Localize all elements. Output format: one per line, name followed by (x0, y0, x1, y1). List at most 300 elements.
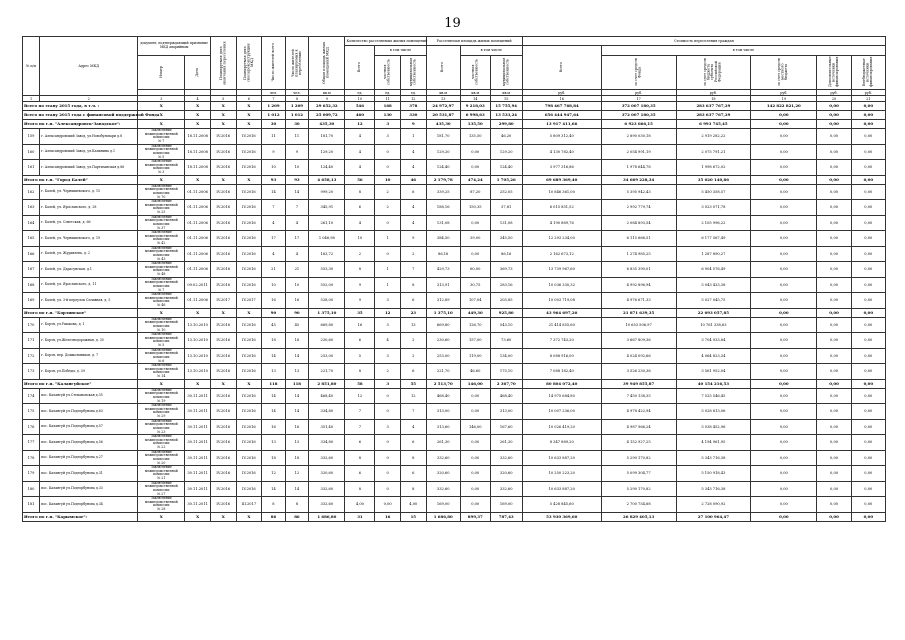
row-planned-date: IV.2016 (210, 317, 236, 333)
row-value: 3 (375, 293, 401, 309)
row-marker: X (210, 308, 236, 317)
row-value: 0,00 (851, 184, 885, 200)
row-value: 1 (400, 129, 426, 145)
row-value: 1 012 (285, 111, 308, 120)
table-row (23, 262, 886, 278)
row-doc-date: 18.11.2008 (185, 144, 211, 160)
row-value: 2 (375, 200, 401, 216)
row-value: 124,40 (426, 160, 460, 176)
row-value: 14 (285, 388, 308, 404)
row-value: 0,00 (817, 120, 851, 129)
row-value: 656 444 947,64 (522, 111, 601, 120)
row-value: 12 (262, 466, 285, 482)
hdr-num: № п/п (23, 37, 40, 96)
row-address: г. Александровский Завод, ул.Партизанская д.86 (40, 160, 138, 176)
row-value: 10 250 223,20 (522, 466, 601, 482)
row-number: 161 (23, 160, 40, 176)
row-value: 3 (375, 419, 401, 435)
row-planned-date: IV.2016 (210, 160, 236, 176)
row-planned-date: IV.2016 (210, 466, 236, 482)
row-value: 669,80 (309, 317, 345, 333)
row-value: 1 978 644,78 (601, 160, 676, 176)
row-address: пос. Калангуй ул.Подгорбунова д.27 (40, 450, 138, 466)
row-marker: X (236, 379, 262, 388)
doc-type: Заключение межведомственной комиссии (144, 363, 178, 375)
row-value: 93 (262, 175, 285, 184)
hdr-cost-region: за счет средств бюджета субъекта Российской Федерации (703, 58, 722, 86)
doc-type: Заключение межведомственной комиссии (144, 480, 178, 492)
row-value: 1 375,10 (309, 308, 345, 317)
row-value: 474,24 (460, 175, 490, 184)
row-marker: X (185, 102, 211, 111)
row-planned-date: IV.2016 (210, 333, 236, 349)
row-value: 0,00 (751, 111, 817, 120)
row-value: 332,60 (309, 497, 345, 513)
row-value: 9 (262, 144, 285, 160)
row-value: 4 152 927,25 (601, 435, 676, 451)
row-value: 86,16 (490, 246, 522, 262)
row-value: 2 851,80 (309, 379, 345, 388)
row-value: 10 (375, 175, 401, 184)
row-number: 170 (23, 317, 40, 333)
row-value: 0,00 (751, 419, 817, 435)
row-address: г. Балей, ул. Ярославского, д. 11 (40, 277, 138, 293)
row-value: 0,00 (851, 293, 885, 309)
row-value: 46,60 (460, 364, 490, 380)
row-value: 86,16 (426, 246, 460, 262)
row-value: 93 (285, 175, 308, 184)
row-value: 118 (285, 379, 308, 388)
row-value: 0,00 (851, 231, 885, 247)
row-value: 39 949 855,87 (601, 379, 676, 388)
table-row (23, 231, 886, 247)
row-value: 5 027 045,75 (676, 293, 751, 309)
doc-number: № 20 (157, 460, 166, 465)
row-value: 1 209 (285, 102, 308, 111)
row-value: 11 (285, 129, 308, 145)
table-row (23, 144, 886, 160)
row-value: 546 (345, 102, 375, 111)
row-value: 7 (262, 200, 285, 216)
row-value: 2 513,70 (426, 379, 460, 388)
row-value: 3 (375, 317, 401, 333)
row-value: 7 (345, 419, 375, 435)
row-value: 312,89 (426, 293, 460, 309)
doc-number: № 21 (157, 476, 166, 481)
row-value: 1 998 672,02 (676, 160, 751, 176)
row-value: 3 (375, 129, 401, 145)
table-row (23, 419, 886, 435)
row-number: 173 (23, 364, 40, 380)
row-value: 2 105 996,22 (676, 215, 751, 231)
row-value: 1 209 (262, 102, 285, 111)
row-number: 175 (23, 404, 40, 420)
row-number: 180 (23, 481, 40, 497)
row-value: 16 (345, 317, 375, 333)
row-value: 13 (285, 435, 308, 451)
row-value: 0,00 (751, 333, 817, 349)
row-label: Итого по г.п. "Александровск-Заводское": (23, 120, 138, 129)
row-value: 90 (262, 308, 285, 317)
row-value: 9 (345, 293, 375, 309)
row-value: 0 (375, 450, 401, 466)
row-address: г. Борзя, пер. Дошкольников, д. 7 (40, 348, 138, 364)
doc-number: № 14 (157, 374, 166, 379)
row-value: 5 343 716,38 (676, 450, 751, 466)
row-value: 0,00 (851, 317, 885, 333)
column-index: 21 (851, 96, 885, 102)
row-value: 14 (285, 481, 308, 497)
row-value: 6 (345, 333, 375, 349)
row-doc-number (138, 215, 185, 231)
row-label: Итого по г.п. "Город Балей" (23, 175, 138, 184)
row-doc-date: 01.11.2006 (185, 231, 211, 247)
row-value: 86 (262, 512, 285, 521)
row-value: 429,73 (426, 262, 460, 278)
row-value: 0,00 (851, 364, 885, 380)
row-planned-date: IV.2016 (210, 215, 236, 231)
row-value: 345,91 (309, 200, 345, 216)
row-value: 5 809 312,40 (522, 129, 601, 145)
row-value: 2 (400, 348, 426, 364)
table-row (23, 435, 886, 451)
row-value: 9 (285, 144, 308, 160)
table-row (23, 293, 886, 309)
unit-unit: ед. (375, 90, 401, 96)
doc-number: № 25 (157, 210, 166, 215)
row-value: 0,00 (817, 404, 851, 420)
row-value: 2 700 754,68 (601, 497, 676, 513)
row-value: 10 633 887,20 (522, 481, 601, 497)
row-value: 1 375,10 (426, 308, 460, 317)
row-value: 334,80 (309, 435, 345, 451)
column-index: 19 (751, 96, 817, 102)
doc-number: № 6 (158, 358, 165, 363)
row-value: 4 064 823,34 (676, 348, 751, 364)
summary-row (23, 308, 886, 317)
row-doc-date: 01.11.2006 (185, 215, 211, 231)
row-planned-demolish: IV.2016 (236, 184, 262, 200)
row-value: 253,00 (426, 348, 460, 364)
column-index: 10 (345, 96, 375, 102)
summary-row (23, 111, 886, 120)
table-row (23, 277, 886, 293)
hdr-total-area: Общая площадь жилых помещений МКД (322, 41, 330, 84)
row-marker: X (138, 111, 185, 120)
doc-number: № 3 (158, 170, 165, 175)
row-value: 21 414 855,60 (522, 317, 601, 333)
row-value: 798 467 768,84 (522, 102, 601, 111)
row-value: 330 (400, 111, 426, 120)
row-value: 45 (262, 317, 285, 333)
table-row (23, 160, 886, 176)
unit-rub: руб. (817, 90, 851, 96)
doc-type: Заключение межведомственной комиссии (144, 143, 178, 155)
row-planned-date: IV.2016 (210, 184, 236, 200)
row-value: 56 (345, 175, 375, 184)
row-marker: X (236, 175, 262, 184)
row-doc-number (138, 450, 185, 466)
row-value: 4 658,13 (309, 175, 345, 184)
row-value: 0,00 (851, 200, 885, 216)
row-value: 130 (375, 111, 401, 120)
row-value: 0,00 (851, 348, 885, 364)
column-index: 4 (185, 96, 211, 102)
doc-number: № 29 (157, 414, 166, 419)
row-value: 5 043 433,38 (676, 277, 751, 293)
row-address: пос. Калангуй ул.Подгорбунова д.57 (40, 419, 138, 435)
row-value: 4 (400, 215, 426, 231)
row-planned-demolish: IV.2016 (236, 435, 262, 451)
row-value: 0,00 (751, 404, 817, 420)
row-planned-demolish: IV.2016 (236, 200, 262, 216)
row-value: 8 (262, 497, 285, 513)
row-value: 0,00 (817, 435, 851, 451)
row-number: 171 (23, 333, 40, 349)
row-value: 16 (375, 512, 401, 521)
row-planned-demolish: IV.2016 (236, 419, 262, 435)
row-value: 6 835 390,01 (601, 262, 676, 278)
row-value: 5 (345, 348, 375, 364)
row-value: 0,00 (817, 215, 851, 231)
row-value: 552,00 (309, 277, 345, 293)
row-value: 35 020 140,86 (676, 175, 751, 184)
row-address: г. Борзя, ул.Ушакова, д. 1 (40, 317, 138, 333)
row-value: 13 (400, 317, 426, 333)
row-value: 5 150 918,43 (676, 466, 751, 482)
row-value: 35 (345, 308, 375, 317)
row-value: 14 975 684,80 (522, 388, 601, 404)
row-value: 46 (400, 175, 426, 184)
column-index: 15 (490, 96, 522, 102)
row-doc-date: 30.11.2011 (185, 497, 211, 513)
table-row (23, 466, 886, 482)
row-value: 131,08 (490, 215, 522, 231)
unit-rub: руб. (601, 90, 676, 96)
hdr-area-in-that: в том числе (460, 46, 522, 56)
row-planned-date: IV.2016 (210, 262, 236, 278)
row-marker: X (185, 379, 211, 388)
row-value: 4 (375, 333, 401, 349)
row-value: 0,00 (751, 481, 817, 497)
row-value: 0,00 (851, 308, 885, 317)
row-value: 12 (375, 308, 401, 317)
row-doc-number (138, 184, 185, 200)
row-value: 18 (285, 450, 308, 466)
unit-people: чел. (262, 90, 285, 96)
row-value: 126,70 (460, 317, 490, 333)
row-value: 169,00 (490, 497, 522, 513)
row-value: 6 (345, 435, 375, 451)
hdr-cost-in-that: в том числе (601, 46, 885, 56)
row-value: 4 (345, 215, 375, 231)
summary-row (23, 175, 886, 184)
row-value: 30 (285, 120, 308, 129)
row-value: 146,00 (460, 379, 490, 388)
unit-people: чел. (285, 90, 308, 96)
row-value: 0,00 (817, 277, 851, 293)
row-value: 369,73 (490, 262, 522, 278)
row-value: 0 (375, 435, 401, 451)
doc-number: № 7 (158, 139, 165, 144)
row-doc-date: 01.11.2006 (185, 293, 211, 309)
row-value: 0,00 (851, 497, 885, 513)
row-value: 6 998,63 (460, 111, 490, 120)
row-address: г. Балей, ул. Чернышевского, д. 19 (40, 231, 138, 247)
row-value: 9 (400, 120, 426, 129)
row-value: 2 (375, 364, 401, 380)
row-number: 169 (23, 293, 40, 309)
row-value: 8 (345, 450, 375, 466)
row-value: 27 100 964,47 (676, 512, 751, 521)
row-value: 22 093 057,85 (676, 308, 751, 317)
row-value: 4 976 671,33 (601, 293, 676, 309)
row-doc-date: 13.10.2010 (185, 348, 211, 364)
doc-type: Заключение межведомственной комиссии (144, 465, 178, 477)
row-value: 435,30 (426, 120, 460, 129)
table-row (23, 333, 886, 349)
row-number: 177 (23, 435, 40, 451)
row-value: 468,40 (309, 388, 345, 404)
row-planned-demolish: IV.2016 (236, 481, 262, 497)
row-value: 0,00 (460, 435, 490, 451)
row-value: 9 (400, 231, 426, 247)
unit-unit: ед. (400, 90, 426, 96)
row-value: 0 (375, 246, 401, 262)
row-value: 21 871 639,35 (601, 308, 676, 317)
row-value: 0,00 (851, 144, 885, 160)
row-value: 0,00 (817, 231, 851, 247)
doc-number: № 22 (157, 445, 166, 450)
row-value: 11 (262, 129, 285, 145)
row-value: 0,00 (817, 246, 851, 262)
row-value: 0,00 (851, 512, 885, 521)
row-value: 129,20 (490, 144, 522, 160)
row-value: 0,00 (851, 388, 885, 404)
row-value: 261,30 (490, 435, 522, 451)
row-doc-number (138, 160, 185, 176)
row-value: 0,00 (817, 497, 851, 513)
hdr-cost-other: Внебюджетные источники финансирования (861, 56, 874, 88)
row-value: 9 218,03 (460, 102, 490, 111)
row-value: 0,00 (751, 231, 817, 247)
row-doc-date: 01.11.2006 (185, 184, 211, 200)
row-value: 107,04 (460, 293, 490, 309)
row-value: 205,85 (490, 293, 522, 309)
table-row (23, 348, 886, 364)
row-doc-date: 13.10.2010 (185, 317, 211, 333)
doc-number: № 23 (157, 429, 166, 434)
row-value: 0,00 (751, 317, 817, 333)
row-marker: X (236, 102, 262, 111)
row-value: 435,30 (309, 120, 345, 129)
row-value: 0,00 (751, 120, 817, 129)
doc-number: № 43 (157, 256, 166, 261)
row-marker: X (138, 379, 185, 388)
row-doc-number (138, 497, 185, 513)
doc-type: Заключение межведомственной комиссии (144, 496, 178, 508)
row-value: 181,70 (309, 129, 345, 145)
row-doc-date: 18.11.2008 (185, 129, 211, 145)
column-index: 14 (460, 96, 490, 102)
doc-type: Заключение межведомственной комиссии (144, 214, 178, 226)
row-value: 7 (345, 404, 375, 420)
row-value: 6 (400, 364, 426, 380)
row-value: 0,00 (851, 404, 885, 420)
row-value: 53 930 369,60 (522, 512, 601, 521)
row-value: 167,60 (490, 419, 522, 435)
row-address: пос. Калангуй ул.Подгорбунова д.56 (40, 435, 138, 451)
row-value: 0,00 (851, 333, 885, 349)
row-doc-number (138, 246, 185, 262)
row-value: 0,00 (817, 144, 851, 160)
row-marker: X (138, 120, 185, 129)
row-value: 118 (262, 379, 285, 388)
row-value: 10 (285, 277, 308, 293)
row-value: 2 (375, 184, 401, 200)
row-value: 320,60 (309, 466, 345, 482)
row-doc-date: 30.11.2011 (185, 388, 211, 404)
row-value: 14 (262, 348, 285, 364)
row-value: 0,00 (751, 200, 817, 216)
row-value: 0,00 (817, 111, 851, 120)
row-number: 163 (23, 200, 40, 216)
row-value: 221,70 (426, 364, 460, 380)
row-value: 6 115 666,51 (601, 231, 676, 247)
row-value: 3 561 952,04 (676, 364, 751, 380)
row-doc-number (138, 333, 185, 349)
row-value: 543,10 (490, 317, 522, 333)
row-value: 345,50 (490, 231, 522, 247)
row-value: 40 154 216,53 (676, 379, 751, 388)
row-value: 87,20 (460, 184, 490, 200)
hdr-rooms-group: Количество расселяемых жилых помещений (345, 37, 426, 46)
row-value: 18 (262, 450, 285, 466)
row-doc-date: 01.11.2006 (185, 262, 211, 278)
row-marker: X (210, 120, 236, 129)
row-doc-date: 01.11.2006 (185, 246, 211, 262)
row-value: 5 038 452,96 (676, 419, 751, 435)
table-row (23, 200, 886, 216)
row-number: 162 (23, 184, 40, 200)
row-value: 10 846 361,00 (522, 184, 601, 200)
row-value: 5 290 170,82 (601, 481, 676, 497)
row-value: 0,00 (460, 481, 490, 497)
row-value: 31 (345, 512, 375, 521)
row-value: 0,00 (460, 215, 490, 231)
row-value: 460 (345, 111, 375, 120)
row-value: 0,00 (817, 184, 851, 200)
row-marker: X (210, 102, 236, 111)
row-planned-demolish: IV.2016 (236, 333, 262, 349)
table-row (23, 404, 886, 420)
table-row (23, 481, 886, 497)
row-value: 80 804 072,40 (522, 379, 601, 388)
row-value: 10 003 719,08 (522, 293, 601, 309)
hdr-doc-date: Дата (194, 67, 199, 77)
row-value: 0,00 (460, 404, 490, 420)
row-value: 4 (400, 200, 426, 216)
row-value: 10 (262, 277, 285, 293)
row-value: 0,00 (751, 348, 817, 364)
row-value: 4 130 782,40 (522, 144, 601, 160)
row-value: 0,00 (460, 497, 490, 513)
row-value: 25 009,72 (309, 111, 345, 120)
row-marker: X (236, 120, 262, 129)
row-value: 8 (345, 481, 375, 497)
row-value: 142 822 821,20 (751, 102, 817, 111)
table-row (23, 184, 886, 200)
